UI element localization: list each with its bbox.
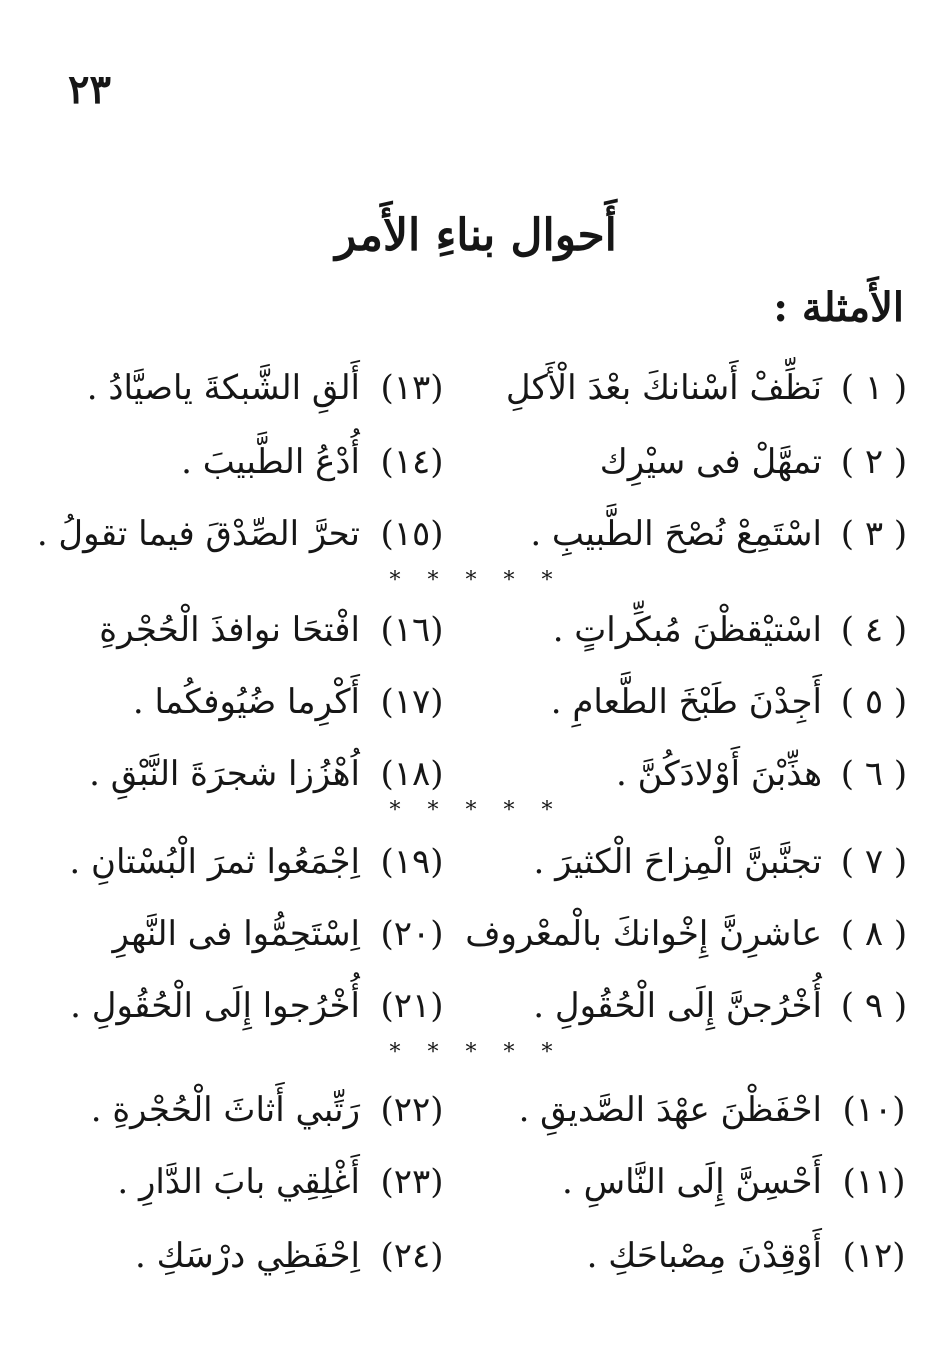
example-sentence: رَتِّبي أَثاثَ الْحُجْرةِ . xyxy=(90,1090,360,1130)
example-sentence: اِسْتَحِمُّوا فى النَّهرِ xyxy=(112,914,360,954)
example-row xyxy=(0,598,952,662)
example-number: ( ٨ ) xyxy=(840,914,908,954)
example-sentence: أَغْلِقِي بابَ الدَّارِ . xyxy=(117,1162,360,1202)
section-label: الأَمثلة : xyxy=(773,284,904,331)
example-sentence: أَحْسِنَّ إِلَى النَّاسِ . xyxy=(562,1162,822,1202)
example-sentence: افْتحَا نوافذَ الْحُجْرةِ xyxy=(99,610,360,650)
example-item xyxy=(135,1224,450,1288)
example-item xyxy=(533,974,912,1038)
example-row xyxy=(0,670,952,734)
example-number: (٢٢) xyxy=(380,1090,444,1130)
example-sentence: أُخْرُجنَّ إِلَى الْحُقُولِ . xyxy=(533,986,822,1026)
example-row xyxy=(0,1224,952,1288)
example-row xyxy=(0,902,952,966)
example-sentence: تجنَّبنَّ الْمِزاحَ الْكثيرَ . xyxy=(533,842,822,882)
example-item xyxy=(133,670,450,734)
example-item xyxy=(117,1150,450,1214)
example-item xyxy=(530,502,912,566)
example-number: (١١) xyxy=(842,1162,906,1202)
example-sentence: أُخْرُجوا إِلَى الْحُقُولِ . xyxy=(70,986,360,1026)
example-row xyxy=(0,830,952,894)
example-sentence: اسْتيْقظْنَ مُبكِّراتٍ . xyxy=(552,610,822,650)
example-number: (٢٤) xyxy=(380,1236,444,1276)
example-sentence: أَجِدْنَ طَبْخَ الطَّعامِ . xyxy=(550,682,822,722)
example-number: ( ٩ ) xyxy=(840,986,908,1026)
page-number: ٢٣ xyxy=(68,66,111,113)
example-number: (٢٠) xyxy=(380,914,444,954)
example-number: (١٩) xyxy=(380,842,444,882)
example-number: (١٢) xyxy=(842,1236,906,1276)
page-title: أَحوال بناءِ الأَمر xyxy=(335,210,617,261)
example-sentence: أَكْرِما ضُيُوفكُما . xyxy=(132,682,360,722)
example-sentence: أَوْقِدْنَ مِصْباحَكِ . xyxy=(586,1236,822,1276)
example-item xyxy=(70,974,450,1038)
example-sentence: احْفَظْنَ عهْدَ الصَّديقِ . xyxy=(518,1090,822,1130)
example-sentence: هذِّبْنَ أَوْلادَكُنَّ . xyxy=(615,754,822,794)
example-row xyxy=(0,1078,952,1142)
example-number: (١٧) xyxy=(380,682,444,722)
example-sentence: عاشرِنَّ إِخْوانكَ بالْمعْروف xyxy=(465,914,822,954)
example-item xyxy=(587,1224,912,1288)
example-row xyxy=(0,1150,952,1214)
example-number: (٢١) xyxy=(380,986,444,1026)
example-row xyxy=(0,430,952,494)
example-item xyxy=(181,430,450,494)
example-item xyxy=(91,1078,450,1142)
example-number: (١٨) xyxy=(380,754,444,794)
example-item xyxy=(562,1150,912,1214)
example-item xyxy=(112,902,450,966)
example-item xyxy=(99,598,450,662)
example-number: (١٠) xyxy=(842,1090,906,1130)
example-sentence: اُهْزُزا شجرَةَ النَّبْقِ . xyxy=(89,754,360,794)
example-number: (٢٣) xyxy=(380,1162,444,1202)
example-item xyxy=(533,830,912,894)
example-number: ( ١ ) xyxy=(840,368,908,408)
example-number: ( ٥ ) xyxy=(840,682,908,722)
example-number: (١٤) xyxy=(380,442,444,482)
example-sentence: تمهَّلْ فى سيْرِك xyxy=(599,442,822,482)
example-number: ( ٤ ) xyxy=(840,610,908,650)
example-sentence: اِحْفَظِي درْسَكِ . xyxy=(134,1236,360,1276)
example-number: ( ٣ ) xyxy=(840,514,908,554)
example-sentence: نَظِّفْ أَسْنانكَ بعْدَ الْأَكلِ xyxy=(505,368,822,408)
example-item xyxy=(551,670,912,734)
example-sentence: أُدْعُ الطَّبيبَ . xyxy=(181,442,360,482)
separator-stars: * * * * * xyxy=(389,798,563,823)
example-item xyxy=(600,430,912,494)
example-item xyxy=(553,598,912,662)
example-number: (١٥) xyxy=(380,514,444,554)
example-item xyxy=(506,356,912,420)
example-row xyxy=(0,974,952,1038)
example-item xyxy=(465,902,912,966)
example-item xyxy=(37,502,450,566)
example-sentence: اِجْمَعُوا ثمرَ الْبُسْتانِ . xyxy=(69,842,360,882)
example-item xyxy=(69,830,450,894)
example-row xyxy=(0,502,952,566)
example-number: ( ٦ ) xyxy=(840,754,908,794)
separator-stars: * * * * * xyxy=(389,1040,563,1065)
example-sentence: اسْتَمِعْ نُصْحَ الطَّبيبِ . xyxy=(530,514,822,554)
example-sentence: تحرَّ الصِّدْقَ فيما تقولُ . xyxy=(36,514,360,554)
example-item xyxy=(519,1078,912,1142)
example-sentence: أَلقِ الشَّبكةَ ياصيَّادُ . xyxy=(86,368,360,408)
example-number: ( ٢ ) xyxy=(840,442,908,482)
example-number: (١٣) xyxy=(380,368,444,408)
example-row xyxy=(0,356,952,420)
separator-stars: * * * * * xyxy=(389,568,563,593)
example-number: (١٦) xyxy=(380,610,444,650)
example-item xyxy=(87,356,450,420)
example-number: ( ٧ ) xyxy=(840,842,908,882)
